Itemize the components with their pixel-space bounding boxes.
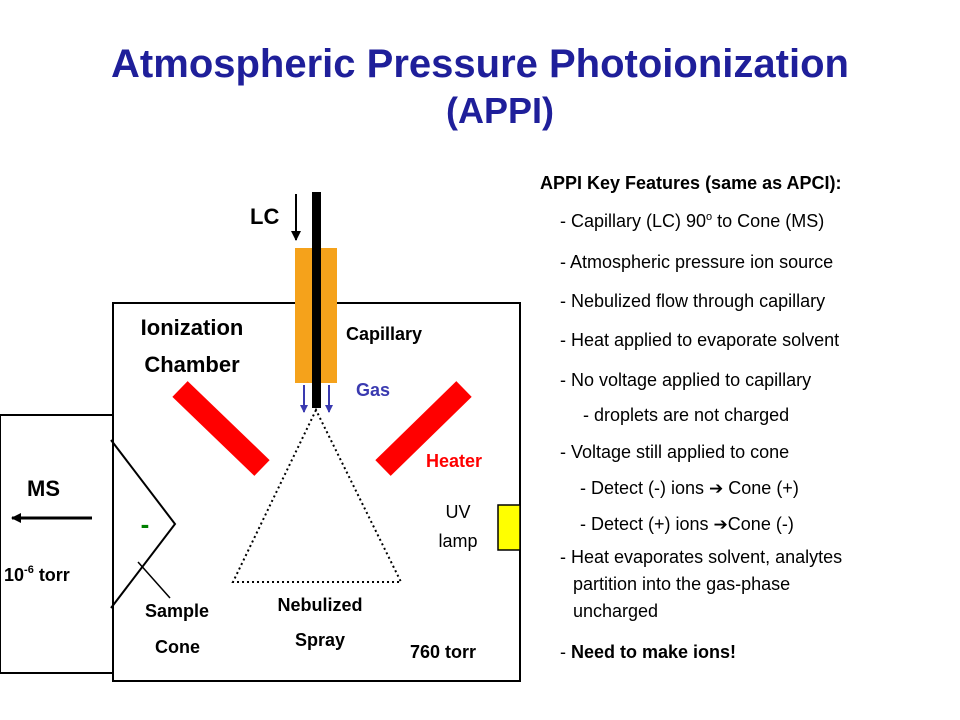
ionization-chamber-label-line1: Ionization xyxy=(140,315,244,340)
feature-item-continuation: partition into the gas-phase xyxy=(573,574,791,594)
feature-subitem: - droplets are not charged xyxy=(583,405,790,425)
nebulized-spray-label-line1: Nebulized xyxy=(277,595,363,615)
ms-housing xyxy=(0,415,113,673)
features-heading: APPI Key Features (same as APCI): xyxy=(540,173,842,193)
feature-item: - Nebulized flow through capillary xyxy=(560,291,826,311)
uv-lamp-label-line1: UV xyxy=(445,502,471,522)
chamber-pressure-label: 760 torr xyxy=(410,642,477,662)
feature-subitem: - Detect (+) ions ➔Cone (-) xyxy=(580,514,794,535)
slide-subtitle: (APPI) xyxy=(446,90,554,131)
feature-item: - Voltage still applied to cone xyxy=(560,442,790,462)
capillary-label: Capillary xyxy=(346,324,423,344)
ionization-chamber-label-line2: Chamber xyxy=(144,352,240,377)
feature-item-continuation: uncharged xyxy=(573,601,659,621)
sample-cone-label-line1: Sample xyxy=(145,601,210,621)
right-arrow-icon: ➔ xyxy=(709,479,724,499)
capillary-tube xyxy=(312,192,321,408)
nebulized-spray-label-line2: Spray xyxy=(294,630,346,650)
cone-sign: - xyxy=(140,509,150,539)
heater-label: Heater xyxy=(426,451,483,471)
uv-lamp-label-line2: lamp xyxy=(438,531,478,551)
vacuum-pressure-label: $10^{-6}$ torr xyxy=(4,564,70,585)
ms-label: MS xyxy=(27,476,60,501)
lc-label: LC xyxy=(250,204,280,229)
gas-label: Gas xyxy=(356,380,391,400)
slide-title: Atmospheric Pressure Photoionization xyxy=(111,42,849,86)
feature-subitem: - Detect (-) ions ➔ Cone (+) xyxy=(580,478,799,499)
feature-item: - Need to make ions! xyxy=(560,642,737,662)
feature-item: - Capillary (LC) 90$^o$ to Cone (MS) xyxy=(560,211,825,231)
right-arrow-icon: ➔ xyxy=(713,515,728,535)
feature-item: - Heat applied to evaporate solvent xyxy=(560,330,840,350)
feature-item: - No voltage applied to capillary xyxy=(560,370,812,390)
feature-item: - Atmospheric pressure ion source xyxy=(560,252,834,272)
feature-item: - Heat evaporates solvent, analytes xyxy=(560,547,843,567)
uv-lamp xyxy=(498,505,520,550)
sample-cone-label-line2: Cone xyxy=(155,637,200,657)
